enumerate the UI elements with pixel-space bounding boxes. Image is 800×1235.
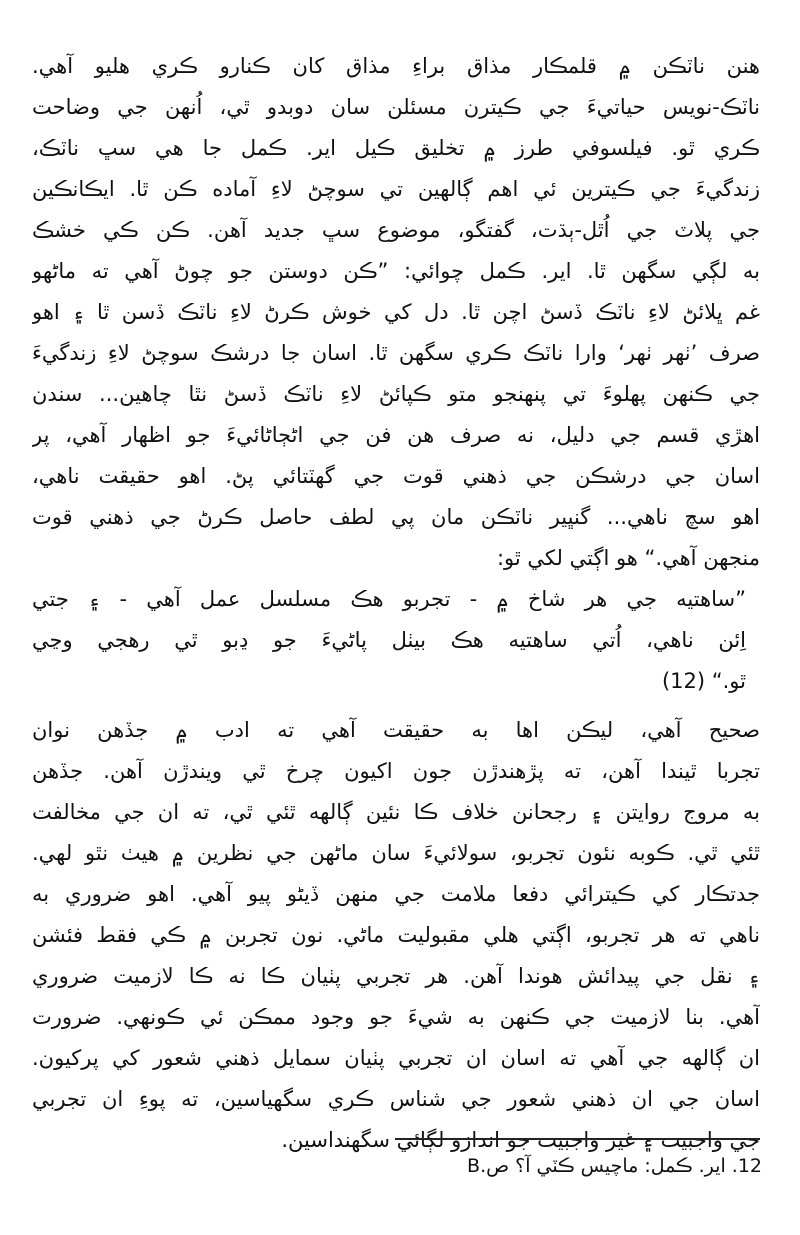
paragraph-1: [32, 46, 760, 579]
quote-line: اِئن ناهي، اُتي ساهتيه هڪ بيٺل پاڻيءَ جو ڍبو ٿي رهجي وڃي: [32, 628, 746, 652]
footnote-divider: [395, 1138, 760, 1140]
text-line: اهڙي قسم جي دليل، نه صرف هن فن جي اڻڄاڻائيءَ جو اظهار آهي، پر: [32, 423, 760, 447]
text-line: منجهن آهي.“ هو اڳتي لکي ٿو:: [496, 546, 760, 570]
quote-line: ٿو.“ (12): [661, 669, 746, 693]
text-line: اسان جي درشڪن جي ذهني قوت جي گهٽتائي پڻ. اهو حقيقت ناهي،: [32, 464, 760, 488]
block-quote: [32, 579, 760, 702]
text-line: صحيح آهي، ليڪن اها به حقيقت آهي ته ادب ۾ جڏهن نوان: [32, 718, 760, 742]
text-line: جي ڪنهن پهلوءَ تي پنهنجو متو ڪپائڻ لاءِ ناٽڪ ڏسڻ نٿا چاهين... سندن: [32, 382, 760, 406]
text-line: جدتڪار کي ڪيترائي دفعا ملامت جي منهن ڏيڻو پيو آهي. اهو ضروري به: [32, 882, 760, 906]
text-line: ناهي ته هر تجربو، اڳتي هلي مقبوليت ماڻي. نون تجربن ۾ ڪي فقط فئشن: [32, 923, 760, 947]
text-line: اسان جي ان ذهني شعور جي شناس ڪري سگهياسين، ته پوءِ ان تجربي: [32, 1087, 760, 1111]
text-line: غم ڀلائڻ لاءِ ناٽڪ ڏسڻ اچن ٿا. دل کي خوش ڪرڻ لاءِ ناٽڪ ڏسن ٿا ۽ اهو: [32, 300, 760, 324]
text-line: تجربا ٿيندا آهن، ته پڙهندڙن جون اکيون چرخ ٿي ويندڙن آهن. جڏهن: [32, 759, 760, 783]
quote-line: ”ساهتيه جي هر شاخ ۾ - تجربو هڪ مسلسل عمل آهي - ۽ جتي: [32, 587, 746, 611]
text-line: ناٽڪ-نويس حياتيءَ جي ڪيترن مسئلن سان دوبدو ٿي، اُنهن جي وضاحت: [32, 95, 760, 119]
text-line: صرف ’ٺهر ٺهر‘ وارا ناٽڪ ڪري سگهن ٿا. اسان جا درشڪ سوچڻ لاءِ زندگيءَ: [32, 341, 760, 365]
text-line: به مروج روايتن ۽ رجحانن خلاف ڪا نئين ڳالهه ٿئي ٿي، ته ان جي مخالفت: [32, 800, 760, 824]
paragraph-gap: [32, 702, 760, 710]
body-text: [32, 46, 760, 1161]
text-line: ڪري ٿو. فيلسوفي طرز ۾ تخليق ڪيل اير. ڪمل جا هي سڀ ناٽڪ،: [32, 136, 760, 160]
text-line: ۽ نقل جي پيدائش هوندا آهن. هر تجربي پٺيان ڪا نه ڪا لازميت ضروري: [32, 964, 760, 988]
text-line: ان ڳالهه جي آهي ته اسان ان تجربي پٺيان سمايل ذهني شعور کي پرکيون.: [32, 1046, 760, 1070]
text-line: ٿئي ٿي. ڪوبه نئون تجربو، سولائيءَ سان ماڻهن جي نظرين ۾ هيٺ نٿو لهي.: [32, 841, 760, 865]
footnote: 12. اير. ڪمل: ماچيس ڪٽي آ؟ ص.B: [467, 1155, 762, 1177]
text-line: زندگيءَ جي ڪيترين ئي اهم ڳالهين تي سوچڻ لاءِ آماده ڪن ٿا. ايڪانڪين: [32, 177, 760, 201]
text-line: به لڳي سگهن ٿا. اير. ڪمل چوائي: ”ڪن دوستن جو چوڻ آهي ته ماڻهو: [32, 259, 760, 283]
text-line: اهو سچ ناهي... گنڀير ناٽڪن مان پي لطف حاصل ڪرڻ جي ذهني قوت: [32, 505, 760, 529]
paragraph-2: [32, 710, 760, 1161]
text-line: جي واجبيت ۽ غير واجبيت جو اندازو لڳائي سگهنداسين.: [281, 1128, 760, 1152]
text-line: جي پلاٽ جي اُٿل-ٻڌت، گفتگو، موضوع سڀ جديد آهن. ڪن ڪي خشڪ: [32, 218, 760, 242]
text-line: هنن ناٽڪن ۾ قلمڪار مذاق براءِ مذاق کان ڪنارو ڪري هليو آهي.: [32, 54, 760, 78]
text-line: آهي. بنا لازميت جي ڪنهن به شيءَ جو وجود ممڪن ئي ڪونهي. ضرورت: [32, 1005, 760, 1029]
